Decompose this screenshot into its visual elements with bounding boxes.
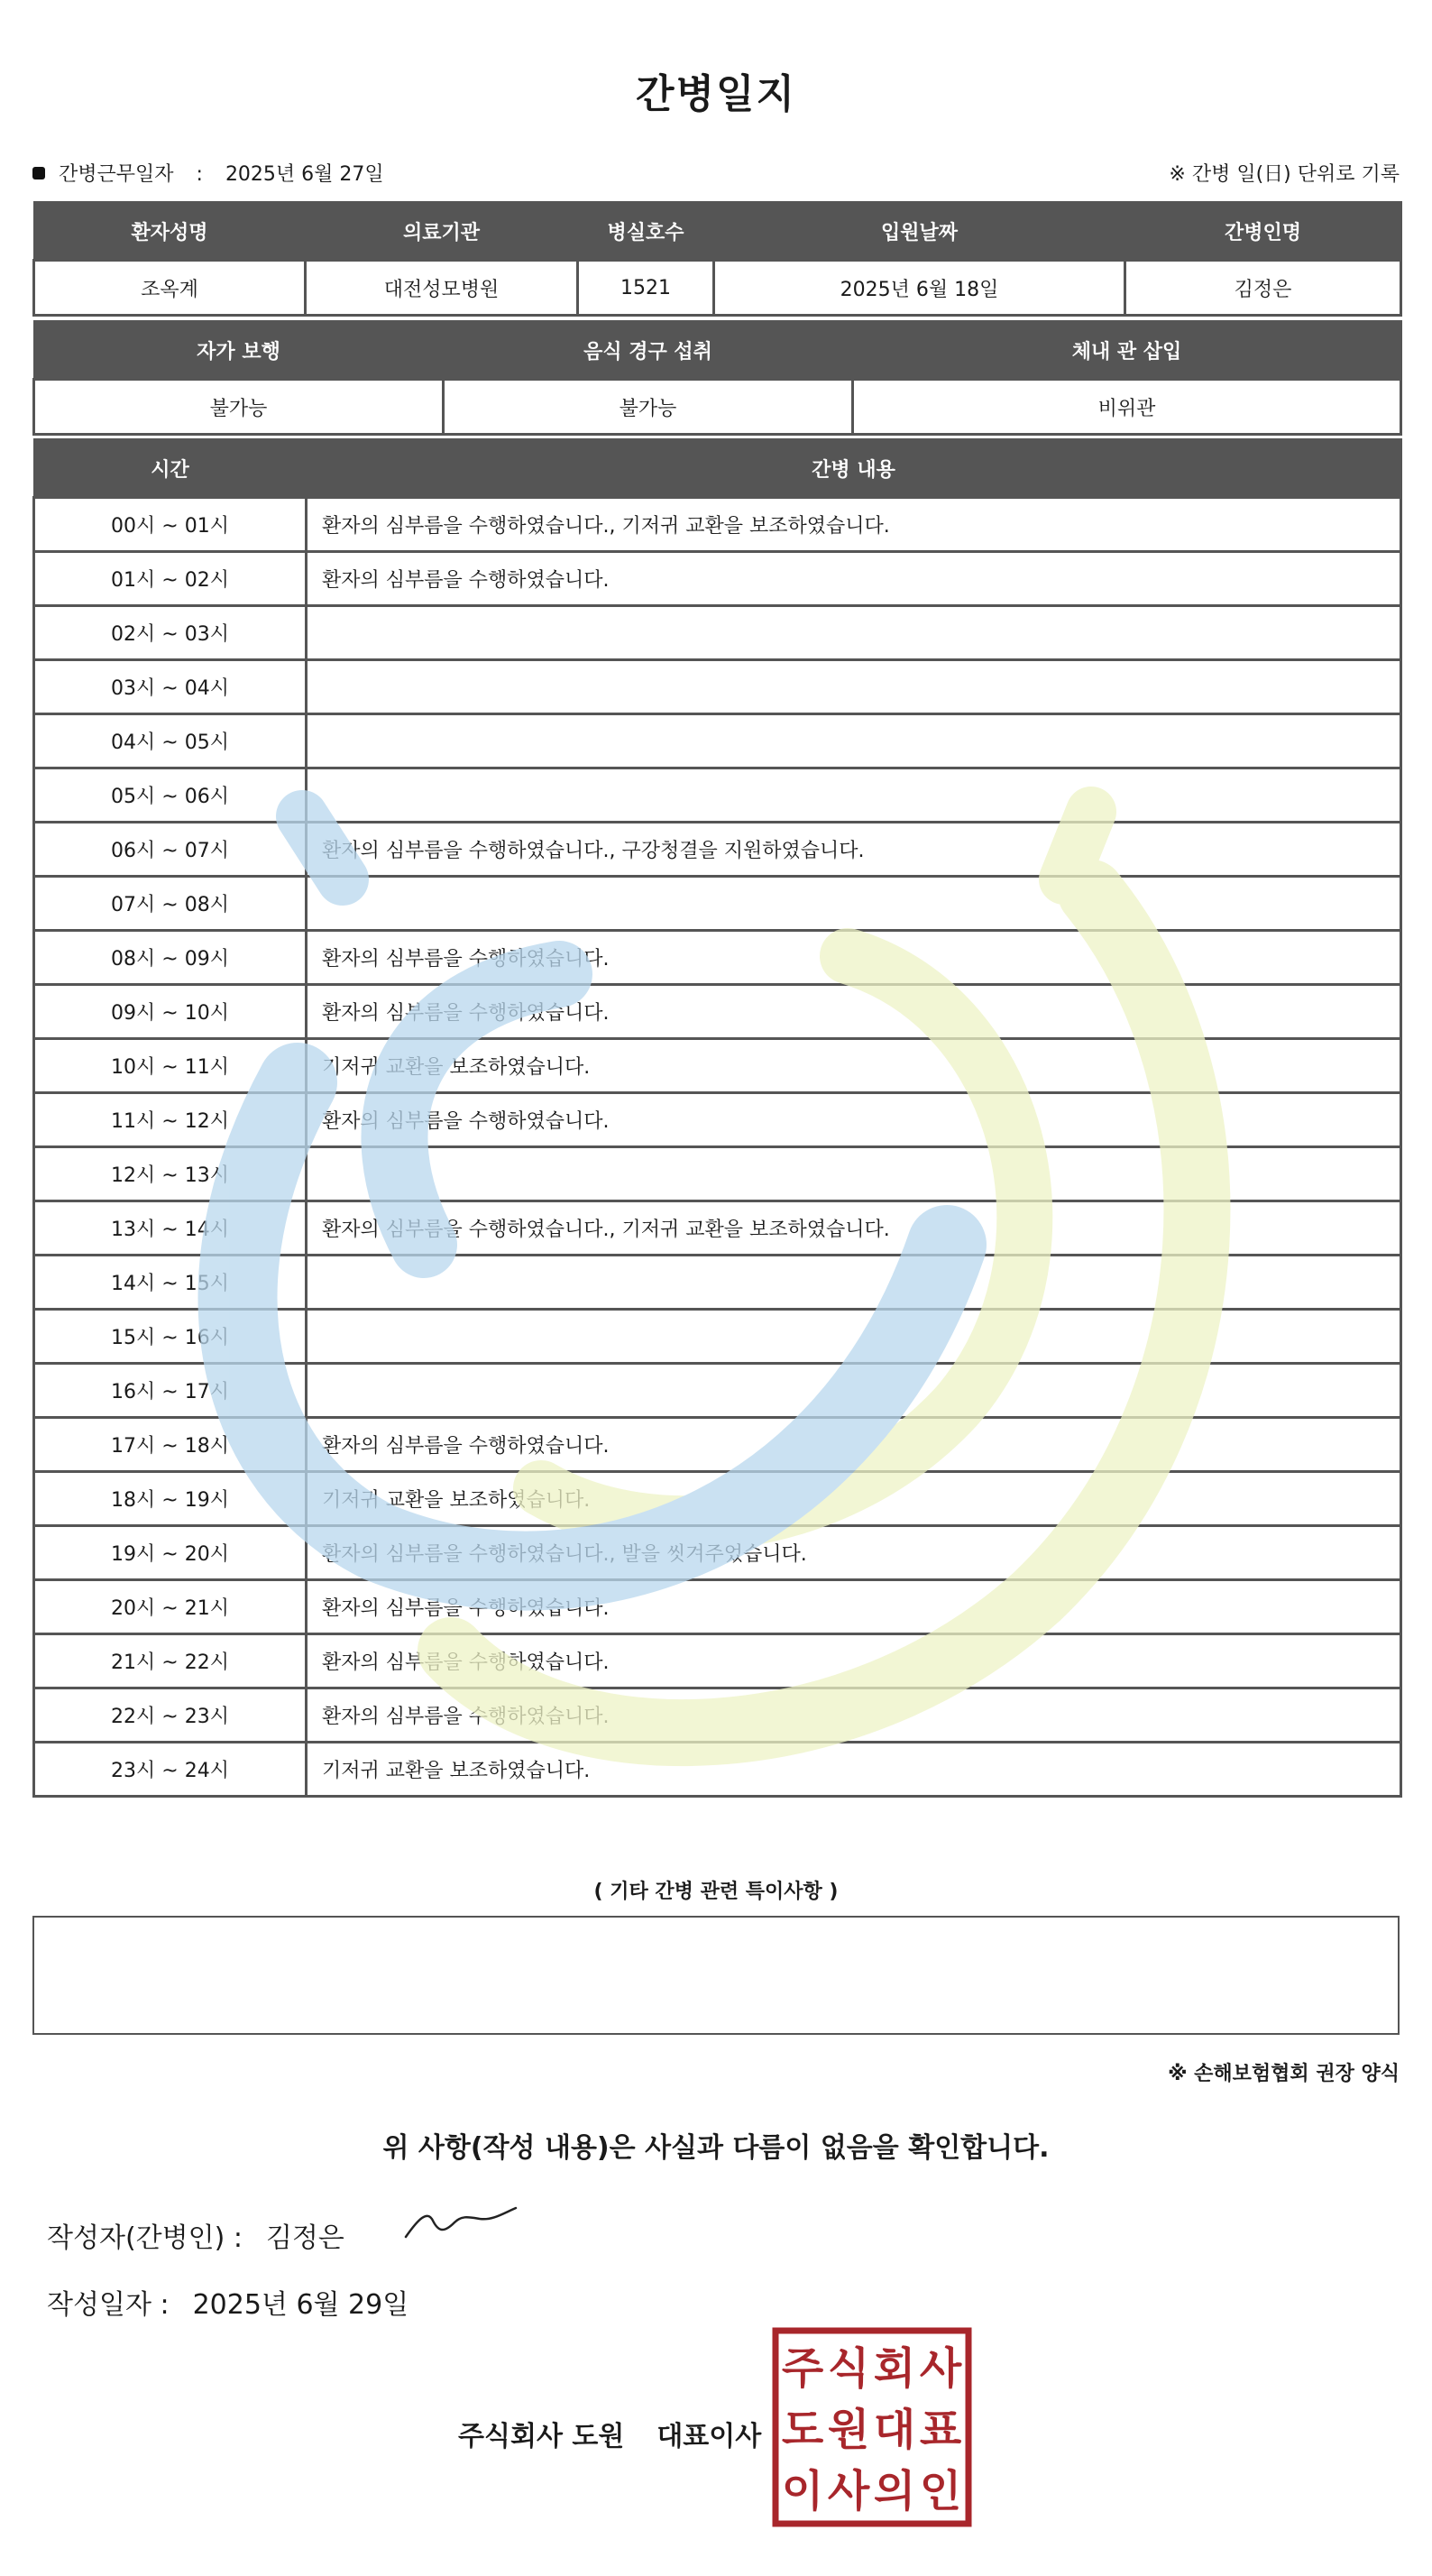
care-content-cell: 환자의 심부름을 수행하였습니다., 기저귀 교환을 보조하였습니다. (307, 1201, 1401, 1256)
care-log-header: 간병 내용 (307, 439, 1401, 498)
signature (402, 2201, 519, 2242)
care-time-cell: 21시 ~ 22시 (34, 1634, 307, 1688)
patient-status-value-row (34, 380, 1401, 435)
care-content-cell (307, 1364, 1401, 1418)
care-time-cell: 09시 ~ 10시 (34, 985, 307, 1039)
care-content-cell (307, 606, 1401, 660)
care-time-cell: 14시 ~ 15시 (34, 1256, 307, 1310)
care-time-cell: 19시 ~ 20시 (34, 1526, 307, 1580)
care-content-cell: 환자의 심부름을 수행하였습니다. (307, 1688, 1401, 1743)
care-content-cell: 기저귀 교환을 보조하였습니다. (307, 1472, 1401, 1526)
square-bullet-icon (32, 167, 45, 179)
care-time-cell: 13시 ~ 14시 (34, 1201, 307, 1256)
care-time-cell: 10시 ~ 11시 (34, 1039, 307, 1093)
seal-character: 원 (827, 2405, 870, 2455)
care-time-cell: 17시 ~ 18시 (34, 1418, 307, 1472)
work-date-line (32, 159, 384, 187)
seal-character: 식 (827, 2343, 870, 2394)
care-content-cell (307, 877, 1401, 931)
patient-info-value: 1521 (578, 261, 714, 316)
seal-character: 사 (827, 2466, 870, 2516)
table-row (34, 1039, 1401, 1093)
seal-character: 이 (781, 2466, 824, 2516)
table-row (34, 1201, 1401, 1256)
table-row (34, 1418, 1401, 1472)
patient-status-header: 음식 경구 섭취 (444, 321, 853, 380)
care-content-cell: 환자의 심부름을 수행하였습니다. (307, 1093, 1401, 1147)
table-row (34, 1743, 1401, 1797)
table-row (34, 1472, 1401, 1526)
care-log-table (32, 438, 1402, 1798)
patient-info-header: 의료기관 (306, 202, 578, 261)
written-date-label: 작성일자 : (47, 2289, 170, 2321)
table-row (34, 552, 1401, 606)
seal-character: 주 (781, 2343, 824, 2394)
patient-status-header: 체내 관 삽입 (853, 321, 1401, 380)
care-content-cell (307, 1256, 1401, 1310)
document-title: 간병일지 (635, 71, 796, 117)
care-content-cell: 환자의 심부름을 수행하였습니다., 발을 씻겨주었습니다. (307, 1526, 1401, 1580)
care-content-cell (307, 660, 1401, 714)
care-time-cell: 07시 ~ 08시 (34, 877, 307, 931)
care-time-cell: 18시 ~ 19시 (34, 1472, 307, 1526)
work-date-colon: : (196, 163, 203, 186)
care-log-header: 시간 (34, 439, 307, 498)
care-log-header-row (34, 439, 1401, 498)
table-row (34, 1526, 1401, 1580)
care-time-cell: 06시 ~ 07시 (34, 823, 307, 877)
care-time-cell: 12시 ~ 13시 (34, 1147, 307, 1201)
table-row (34, 931, 1401, 985)
patient-status-header-row (34, 321, 1401, 380)
other-notes-title: ( 기타 간병 관련 특이사항 ) (593, 1881, 839, 1903)
patient-info-header: 환자성명 (34, 202, 306, 261)
care-content-cell: 환자의 심부름을 수행하였습니다. (307, 931, 1401, 985)
table-row (34, 1093, 1401, 1147)
care-time-cell: 11시 ~ 12시 (34, 1093, 307, 1147)
seal-character: 도 (781, 2405, 824, 2455)
patient-status-header: 자가 보행 (34, 321, 444, 380)
care-content-cell: 환자의 심부름을 수행하였습니다. (307, 552, 1401, 606)
patient-info-header-row (34, 202, 1401, 261)
patient-info-header: 병실호수 (578, 202, 714, 261)
care-time-cell: 03시 ~ 04시 (34, 660, 307, 714)
care-time-cell: 20시 ~ 21시 (34, 1580, 307, 1634)
company-name: 주식회사 도원 (458, 2421, 625, 2452)
patient-info-table (32, 201, 1402, 317)
care-time-cell: 05시 ~ 06시 (34, 768, 307, 823)
recommended-form-note: ※ 손해보험협회 권장 양식 (1168, 2063, 1400, 2085)
care-time-cell: 15시 ~ 16시 (34, 1310, 307, 1364)
patient-info-header: 입원날짜 (714, 202, 1125, 261)
care-content-cell: 기저귀 교환을 보조하였습니다. (307, 1743, 1401, 1797)
table-row (34, 1147, 1401, 1201)
patient-info-value: 2025년 6월 18일 (714, 261, 1125, 316)
patient-info-value-row (34, 261, 1401, 316)
care-time-cell: 02시 ~ 03시 (34, 606, 307, 660)
patient-info-header: 간병인명 (1125, 202, 1401, 261)
care-content-cell: 환자의 심부름을 수행하였습니다. (307, 1580, 1401, 1634)
table-row (34, 1310, 1401, 1364)
patient-info-value: 조옥계 (34, 261, 306, 316)
table-row (34, 498, 1401, 552)
care-content-cell: 환자의 심부름을 수행하였습니다., 구강청결을 지원하였습니다. (307, 823, 1401, 877)
table-row (34, 985, 1401, 1039)
care-content-cell: 환자의 심부름을 수행하였습니다., 기저귀 교환을 보조하였습니다. (307, 498, 1401, 552)
table-row (34, 768, 1401, 823)
care-time-cell: 22시 ~ 23시 (34, 1688, 307, 1743)
table-row (34, 606, 1401, 660)
seal-character: 표 (919, 2405, 962, 2455)
patient-status-value: 비위관 (853, 380, 1401, 435)
care-content-cell (307, 768, 1401, 823)
ceo-title: 대표이사 (656, 2421, 762, 2452)
seal-character: 의 (873, 2466, 916, 2516)
other-notes-box (32, 1916, 1400, 2035)
patient-status-table (32, 320, 1402, 436)
seal-character: 사 (919, 2343, 962, 2394)
care-time-cell: 01시 ~ 02시 (34, 552, 307, 606)
care-content-cell: 기저귀 교환을 보조하였습니다. (307, 1039, 1401, 1093)
table-row (34, 1580, 1401, 1634)
patient-info-value: 대전성모병원 (306, 261, 578, 316)
writer-line (47, 2215, 344, 2255)
care-log-body (34, 498, 1401, 1797)
table-row (34, 1688, 1401, 1743)
written-date-value: 2025년 6월 29일 (192, 2289, 409, 2321)
work-date-label: 간병근무일자 (59, 163, 174, 186)
company-seal (772, 2327, 972, 2527)
seal-character: 대 (873, 2405, 916, 2455)
written-date-line (47, 2282, 408, 2322)
table-row (34, 714, 1401, 768)
care-content-cell (307, 1310, 1401, 1364)
work-date-value: 2025년 6월 27일 (225, 163, 384, 186)
care-content-cell (307, 714, 1401, 768)
care-time-cell: 16시 ~ 17시 (34, 1364, 307, 1418)
care-time-cell: 08시 ~ 09시 (34, 931, 307, 985)
seal-character: 회 (873, 2343, 916, 2394)
table-row (34, 823, 1401, 877)
table-row (34, 1634, 1401, 1688)
table-row (34, 660, 1401, 714)
table-row (34, 1256, 1401, 1310)
care-time-cell: 00시 ~ 01시 (34, 498, 307, 552)
daily-record-note: ※ 간병 일(日) 단위로 기록 (1169, 163, 1400, 186)
seal-character: 인 (919, 2466, 962, 2516)
care-content-cell: 환자의 심부름을 수행하였습니다. (307, 1634, 1401, 1688)
table-row (34, 877, 1401, 931)
confirmation-statement: 위 사항(작성 내용)은 사실과 다름이 없음을 확인합니다. (382, 2132, 1050, 2164)
writer-name: 김정은 (265, 2222, 344, 2254)
patient-info-value: 김정은 (1125, 261, 1401, 316)
patient-status-value: 불가능 (444, 380, 853, 435)
table-row (34, 1364, 1401, 1418)
care-content-cell: 환자의 심부름을 수행하였습니다. (307, 985, 1401, 1039)
writer-label: 작성자(간병인) : (47, 2222, 243, 2254)
patient-status-value: 불가능 (34, 380, 444, 435)
company-line (458, 2414, 761, 2453)
care-time-cell: 04시 ~ 05시 (34, 714, 307, 768)
care-content-cell: 환자의 심부름을 수행하였습니다. (307, 1418, 1401, 1472)
care-time-cell: 23시 ~ 24시 (34, 1743, 307, 1797)
care-content-cell (307, 1147, 1401, 1201)
